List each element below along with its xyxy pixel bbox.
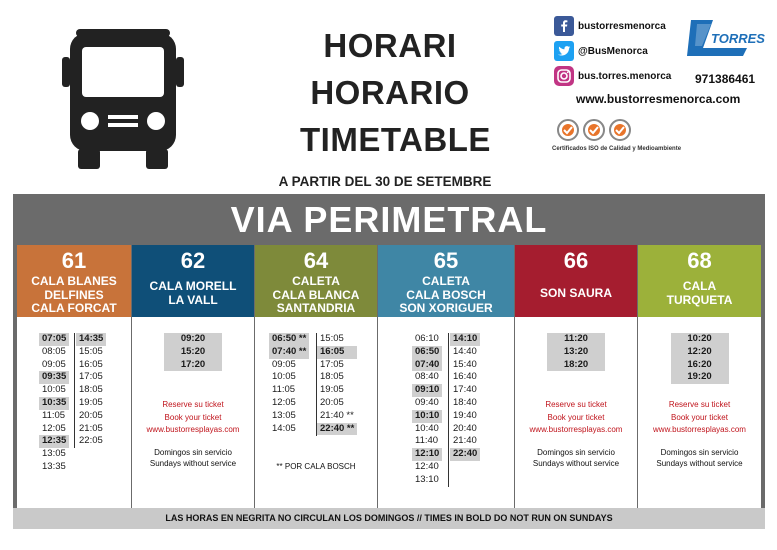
time-cell: 22:40 **	[317, 423, 357, 436]
booking-link[interactable]: www.bustorresplayas.com	[529, 425, 623, 435]
route-stop: CALA BLANCA	[272, 287, 360, 302]
column-divider	[74, 333, 75, 448]
route-66	[515, 245, 637, 517]
time-cell: 19:20	[671, 371, 729, 384]
time-cell: 14:05	[272, 422, 296, 434]
route-stop: CALA FORCAT	[31, 301, 117, 315]
route-stop: CALA BLANES	[31, 274, 117, 288]
time-cell: 13:35	[42, 460, 66, 472]
time-cell: 10:35	[39, 397, 69, 410]
time-cell: 15:20	[164, 346, 222, 359]
time-cell: 17:05	[320, 358, 344, 370]
route-number: 62	[180, 248, 206, 273]
time-cell: 20:40	[453, 422, 477, 434]
iso-cert-icon	[608, 118, 632, 142]
time-cell: 15:05	[320, 333, 344, 344]
time-cell: 11:05	[272, 384, 296, 396]
iso-cert-icon	[582, 118, 606, 142]
sunday-note: Domingos sin servicio	[660, 447, 739, 457]
phone-number[interactable]: 971386461	[695, 72, 756, 86]
route-number: 64	[303, 248, 329, 273]
route-stop: CALA BOSCH	[406, 287, 486, 302]
time-cell: 12:40	[415, 460, 439, 472]
iso-cert-icon	[556, 118, 580, 142]
route-header	[515, 245, 637, 317]
time-cell: 06:50 **	[269, 333, 309, 346]
facebook-handle: bustorresmenorca	[578, 20, 666, 32]
time-cell: 07:05	[39, 333, 69, 346]
title-block	[300, 22, 491, 163]
instagram-handle: bus.torres.menorca	[578, 70, 672, 82]
sunday-note: Sundays without service	[149, 458, 237, 468]
time-cell: 13:10	[415, 473, 439, 485]
reserve-text: Reserve su ticket	[545, 400, 607, 410]
time-cell: 10:40	[415, 422, 439, 434]
route-header	[638, 245, 761, 317]
time-cell: 10:10	[412, 410, 442, 423]
route-stop: LA VALL	[168, 292, 218, 307]
time-cell: 09:35	[39, 371, 69, 384]
route-stop: SON SAURA	[539, 286, 612, 300]
time-cell: 20:05	[320, 396, 344, 408]
route-header	[378, 245, 514, 317]
instagram-row[interactable]	[554, 66, 671, 86]
route-header	[255, 245, 377, 317]
time-cell: 10:05	[272, 371, 296, 383]
route-64	[255, 245, 377, 517]
time-cell: 19:05	[79, 396, 103, 408]
time-cell: 10:20	[671, 333, 729, 346]
time-cell: 08:05	[42, 345, 66, 357]
reserve-text: Book your ticket	[671, 412, 728, 422]
route-stop: CALETA	[422, 274, 470, 288]
route-header	[132, 245, 254, 317]
footer-note: LAS HORAS EN NEGRITA NO CIRCULAN LOS DOMINGOS // TIMES IN BOLD DO NOT RUN ON SUNDAYS	[13, 508, 765, 529]
time-cell: 11:40	[415, 435, 439, 447]
twitter-row[interactable]	[554, 41, 648, 61]
time-cell: 22:05	[79, 435, 103, 447]
time-cell: 09:10	[412, 384, 442, 397]
time-cell: 21:40 **	[320, 409, 354, 421]
time-cell: 19:40	[453, 409, 477, 421]
times-right	[76, 333, 106, 448]
column-divider	[448, 333, 449, 487]
facebook-icon	[554, 16, 574, 36]
time-cell: 07:40 **	[269, 346, 309, 359]
route-stop: CALA	[682, 279, 717, 293]
route-stop: DELFINES	[44, 287, 104, 302]
time-cell: 22:40	[450, 448, 480, 461]
times-left	[269, 333, 309, 435]
twitter-handle: @BusMenorca	[578, 45, 648, 57]
route-number: 68	[687, 248, 712, 273]
times-list	[671, 333, 729, 384]
time-cell: 16:05	[79, 358, 103, 370]
logo-text: TORRES	[711, 31, 765, 46]
times-list	[164, 333, 222, 371]
time-cell: 09:40	[415, 396, 439, 408]
route-number: 65	[433, 248, 459, 273]
time-cell: 07:40	[412, 359, 442, 372]
time-cell: 16:05	[317, 346, 357, 359]
time-cell: 21:05	[79, 422, 103, 434]
time-cell: 17:40	[453, 384, 477, 396]
sunday-note: Sundays without service	[532, 458, 620, 468]
route-stop: TURQUETA	[666, 292, 733, 307]
time-cell: 18:05	[320, 371, 344, 383]
route-68	[638, 245, 761, 517]
route-number: 66	[563, 248, 589, 273]
time-cell: 14:40	[453, 345, 477, 357]
torres-logo	[683, 16, 765, 58]
time-cell: 06:50	[412, 346, 442, 359]
sunday-note: Domingos sin servicio	[537, 447, 615, 457]
booking-link[interactable]: www.bustorresplayas.com	[653, 425, 746, 435]
reserve-text: Book your ticket	[547, 412, 605, 422]
times-right	[450, 333, 480, 461]
start-date: A PARTIR DEL 30 DE SETEMBRE	[278, 174, 492, 189]
route-stop: CALETA	[292, 274, 340, 288]
time-cell: 11:05	[42, 409, 66, 421]
route-stop: SON XORIGUER	[399, 301, 493, 315]
certificates-text: Certificados ISO de Calidad y Medioambiente	[552, 146, 682, 152]
timetable-board	[13, 194, 765, 529]
times-left	[412, 333, 442, 487]
booking-link[interactable]: www.bustorresplayas.com	[146, 425, 240, 435]
route-stop: CALA MORELL	[149, 279, 237, 293]
facebook-row[interactable]	[554, 16, 666, 36]
certificates	[556, 118, 632, 142]
times-left	[39, 333, 69, 474]
bus-icon	[62, 25, 184, 170]
time-cell: 09:20	[164, 333, 222, 346]
time-cell: 20:05	[79, 409, 103, 421]
time-cell: 13:05	[272, 409, 296, 421]
time-cell: 15:05	[79, 345, 103, 357]
time-cell: 16:20	[671, 359, 729, 372]
time-cell: 15:40	[453, 358, 477, 370]
sunday-note: Sundays without service	[656, 458, 743, 468]
time-cell: 10:05	[42, 384, 66, 396]
time-cell: 18:05	[79, 384, 103, 396]
instagram-icon	[554, 66, 574, 86]
line-title: VIA PERIMETRAL	[230, 199, 548, 240]
title-english: TIMETABLE	[300, 121, 491, 158]
reserve-text: Book your ticket	[164, 412, 222, 422]
route-62	[132, 245, 254, 517]
time-cell: 17:05	[79, 371, 103, 383]
time-cell: 12:35	[39, 435, 69, 448]
time-cell: 14:10	[450, 333, 480, 346]
time-cell: 09:05	[272, 358, 296, 370]
times-right	[317, 333, 357, 435]
time-cell: 11:20	[547, 333, 605, 346]
time-cell: 09:05	[42, 358, 66, 370]
time-cell: 19:05	[320, 384, 344, 396]
title-spanish: HORARIO	[310, 74, 470, 111]
time-cell: 16:40	[453, 371, 477, 383]
time-cell: 18:20	[547, 359, 605, 372]
times-list	[547, 333, 605, 371]
time-cell: 14:35	[76, 333, 106, 346]
time-cell: 13:05	[42, 448, 66, 460]
title-catalan: HORARI	[323, 27, 457, 64]
time-cell: 17:20	[164, 359, 222, 372]
time-cell: 13:20	[547, 346, 605, 359]
route-65	[378, 245, 514, 517]
reserve-text: Reserve su ticket	[668, 400, 731, 410]
time-cell: 12:05	[272, 396, 296, 408]
route-stop: SANTANDRIA	[276, 301, 356, 315]
time-cell: 08:40	[415, 371, 439, 383]
route-61	[17, 245, 131, 517]
time-cell: 21:40	[453, 435, 477, 447]
time-cell: 12:05	[42, 422, 66, 434]
route-number: 61	[61, 248, 87, 273]
website-link[interactable]: www.bustorresmenorca.com	[576, 92, 741, 106]
time-cell: 12:20	[671, 346, 729, 359]
time-cell: 06:10	[415, 333, 439, 344]
time-cell: 12:10	[412, 448, 442, 461]
route-note: ** POR CALA BOSCH	[276, 462, 356, 471]
sunday-note: Domingos sin servicio	[154, 447, 232, 457]
route-header	[17, 245, 131, 317]
time-cell: 18:40	[453, 396, 477, 408]
reserve-text: Reserve su ticket	[162, 400, 224, 410]
twitter-icon	[554, 41, 574, 61]
